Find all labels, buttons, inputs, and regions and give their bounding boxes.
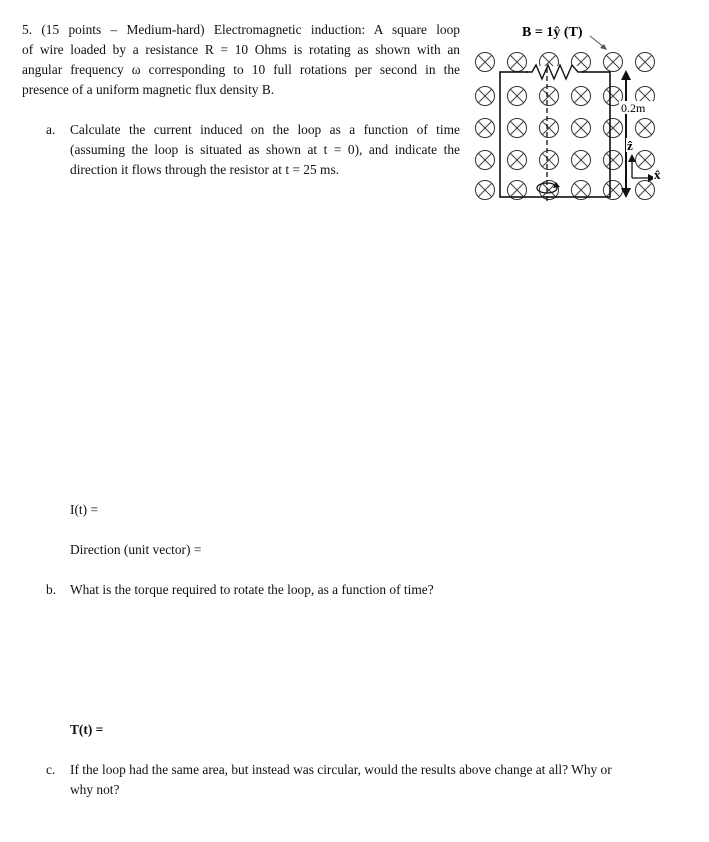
part-c-line-1: If the loop had the same area, but instead was circular, would the results above change at all? Why or: [70, 762, 612, 777]
field-into-page-icon: [476, 53, 495, 72]
field-into-page-icon: [572, 87, 591, 106]
field-into-page-icon: [508, 151, 527, 170]
field-into-page-icon: [476, 151, 495, 170]
field-into-page-icon: [508, 87, 527, 106]
current-answer-label: I(t) =: [70, 502, 98, 517]
field-into-page-icon: [476, 87, 495, 106]
field-into-page-icon: [604, 53, 623, 72]
dimension-label: 0.2m: [621, 101, 646, 115]
intro-line-4: presence of a uniform magnetic flux density B.: [22, 82, 275, 97]
intro-line-3: angular frequency ω corresponding to 10 full rotations per second in the: [22, 62, 460, 77]
part-c-label: c.: [46, 762, 56, 777]
x-axis-label: x̂: [654, 167, 661, 182]
field-label: B = 1ŷ (T): [522, 25, 583, 40]
loop-figure: [460, 10, 670, 210]
field-into-page-icon: [540, 119, 559, 138]
part-b-label: b.: [46, 582, 57, 597]
field-into-page-icon: [540, 87, 559, 106]
field-into-page-icon: [540, 151, 559, 170]
intro-line-2: of wire loaded by a resistance R = 10 Ohms is rotating as shown with an: [22, 42, 460, 57]
field-into-page-icon: [572, 119, 591, 138]
field-into-page-icon: [636, 181, 655, 200]
part-a-line-1: Calculate the current induced on the loop as a function of time: [70, 122, 460, 137]
part-b-text: What is the torque required to rotate the loop, as a function of time?: [70, 582, 434, 597]
part-a-line-3: direction it flows through the resistor at t = 25 ms.: [70, 162, 340, 177]
part-a-line-2: (assuming the loop is situated as shown at t = 0), and indicate the: [70, 142, 460, 157]
direction-answer-label: Direction (unit vector) =: [70, 542, 202, 557]
torque-answer-label: T(t) =: [70, 722, 104, 737]
field-into-page-icon: [476, 181, 495, 200]
part-c-line-2: why not?: [70, 782, 120, 797]
field-into-page-icon: [604, 119, 623, 138]
field-into-page-icon: [604, 151, 623, 170]
field-into-page-icon: [636, 151, 655, 170]
part-a-label: a.: [46, 122, 56, 137]
field-into-page-icon: [636, 53, 655, 72]
z-axis-label: ẑ: [627, 138, 633, 153]
field-into-page-icon: [572, 151, 591, 170]
field-into-page-icon: [476, 119, 495, 138]
intro-line-1: 5. (15 points – Medium-hard) Electromagnetic induction: A square loop: [22, 22, 460, 37]
field-into-page-icon: [508, 119, 527, 138]
field-into-page-icon: [636, 119, 655, 138]
field-into-page-icon: [508, 53, 527, 72]
